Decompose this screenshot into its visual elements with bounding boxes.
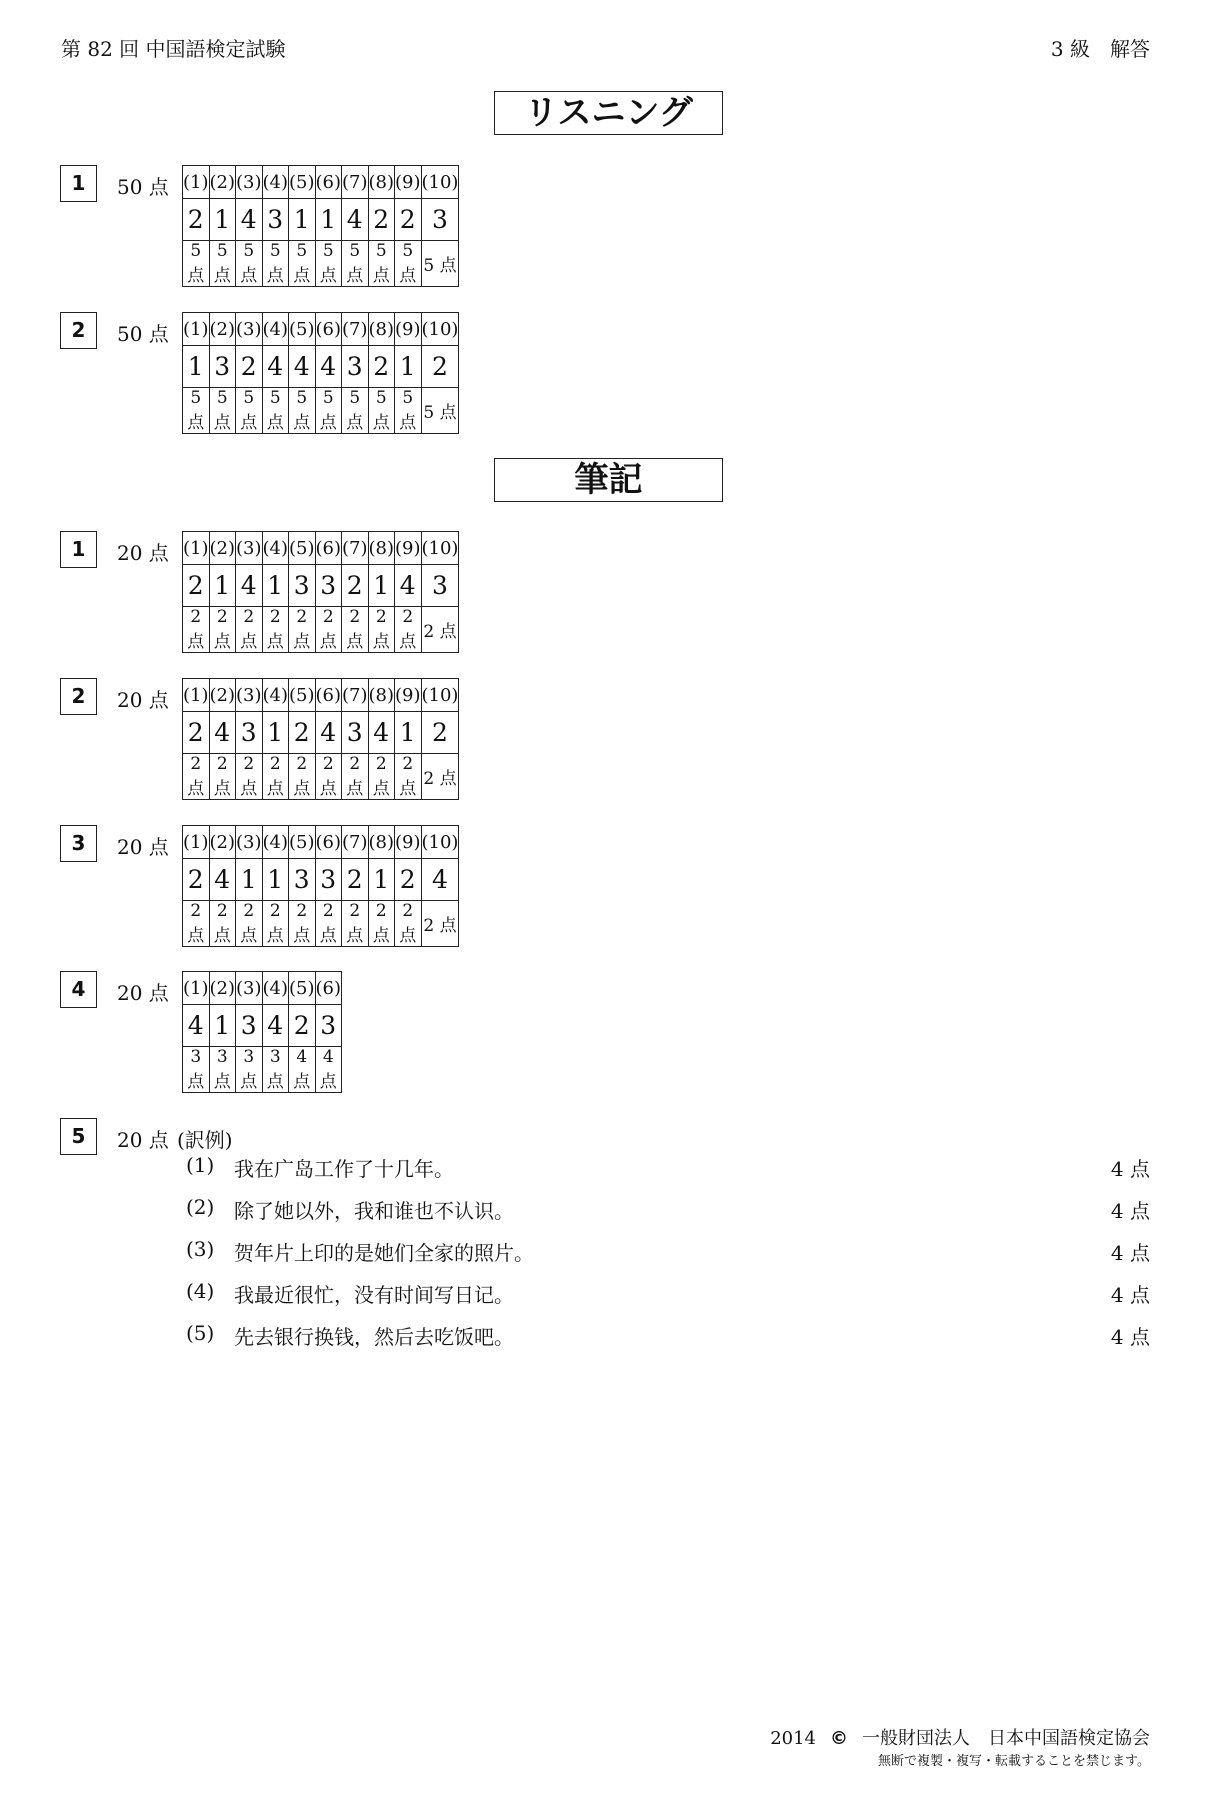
item-label: (5) (289, 679, 316, 712)
footer-year: 2014 (770, 1728, 816, 1749)
answer-cell: 2 (236, 346, 263, 388)
answer-cell: 4 (209, 712, 236, 754)
item-label: (4) (262, 313, 289, 346)
translation-item-text: 我在广岛工作了十几年。 (234, 1157, 454, 1181)
translation-item-number: (4) (186, 1279, 215, 1303)
answer-cell: 1 (262, 565, 289, 607)
answer-cell: 4 (236, 565, 263, 607)
points-cell: 5 点 (342, 241, 369, 287)
answer-cell: 3 (236, 1005, 263, 1047)
points-row (183, 388, 459, 434)
answer-table (182, 971, 342, 1093)
points-cell: 2 点 (262, 901, 289, 947)
points-cell: 4 点 (289, 1047, 316, 1093)
answer-cell: 2 (289, 712, 316, 754)
item-label: (5) (289, 166, 316, 199)
answer-cell: 3 (315, 1005, 342, 1047)
item-label: (3) (236, 166, 263, 199)
item-label: (2) (209, 679, 236, 712)
item-label: (1) (183, 166, 210, 199)
label-row (183, 972, 342, 1005)
points-cell: 5 点 (395, 388, 422, 434)
points-row (183, 607, 459, 653)
points-cell: 2 点 (289, 754, 316, 800)
item-label: (1) (183, 826, 210, 859)
item-label: (6) (315, 532, 342, 565)
item-label: (9) (395, 532, 422, 565)
item-label: (9) (395, 679, 422, 712)
points-cell: 5 点 (262, 388, 289, 434)
answer-cell: 3 (315, 565, 342, 607)
points-cell: 2 点 (421, 901, 459, 947)
answer-cell: 3 (421, 199, 459, 241)
translation-item (186, 1153, 1150, 1183)
item-label: (4) (262, 532, 289, 565)
question-points: 20 点 (117, 541, 169, 565)
points-cell: 5 点 (209, 241, 236, 287)
answer-cell: 2 (342, 859, 369, 901)
item-label: (3) (236, 826, 263, 859)
points-cell: 2 点 (262, 607, 289, 653)
answer-cell: 4 (315, 346, 342, 388)
points-cell: 2 点 (262, 754, 289, 800)
points-cell: 5 点 (368, 241, 395, 287)
translation-item-points: 4 点 (1110, 1283, 1150, 1307)
points-cell: 4 点 (315, 1047, 342, 1093)
translation-item-number: (5) (186, 1321, 215, 1345)
item-label: (9) (395, 313, 422, 346)
footer-copyright (770, 1724, 1150, 1750)
points-cell: 2 点 (421, 754, 459, 800)
item-label: (3) (236, 532, 263, 565)
footer-organization: 一般財団法人 日本中国語検定協会 (862, 1728, 1150, 1749)
points-cell: 2 点 (236, 901, 263, 947)
item-label: (10) (421, 679, 459, 712)
points-cell: 2 点 (315, 901, 342, 947)
answer-cell: 3 (342, 346, 369, 388)
item-label: (6) (315, 679, 342, 712)
item-label: (1) (183, 313, 210, 346)
item-label: (5) (289, 532, 316, 565)
question-points: 50 点 (117, 322, 169, 346)
answer-row (183, 199, 459, 241)
question-points: 20 点 (117, 688, 169, 712)
question-points: 20 点 (117, 835, 169, 859)
item-label: (1) (183, 972, 210, 1005)
answer-row (183, 712, 459, 754)
item-label: (6) (315, 166, 342, 199)
answer-cell: 2 (395, 859, 422, 901)
header-exam-title: 第 82 回 中国語検定試験 (61, 37, 286, 61)
points-cell: 2 点 (315, 607, 342, 653)
points-cell: 5 点 (183, 241, 210, 287)
item-label: (3) (236, 313, 263, 346)
item-label: (10) (421, 166, 459, 199)
item-label: (2) (209, 972, 236, 1005)
points-cell: 2 点 (395, 607, 422, 653)
answer-cell: 1 (368, 565, 395, 607)
answer-cell: 4 (183, 1005, 210, 1047)
question-points: 50 点 (117, 175, 169, 199)
answer-cell: 4 (209, 859, 236, 901)
points-cell: 5 点 (262, 241, 289, 287)
answer-cell: 3 (421, 565, 459, 607)
item-label: (6) (315, 826, 342, 859)
answer-cell: 3 (289, 565, 316, 607)
copyright-icon: © (830, 1728, 848, 1749)
points-cell: 2 点 (342, 901, 369, 947)
answer-cell: 2 (368, 346, 395, 388)
translation-item-points: 4 点 (1110, 1157, 1150, 1181)
answer-cell: 3 (262, 199, 289, 241)
points-cell: 2 点 (236, 754, 263, 800)
answer-cell: 4 (262, 1005, 289, 1047)
answer-cell: 1 (183, 346, 210, 388)
points-cell: 2 点 (395, 754, 422, 800)
item-label: (5) (289, 972, 316, 1005)
points-cell: 2 点 (209, 901, 236, 947)
answer-cell: 2 (342, 565, 369, 607)
answer-row (183, 859, 459, 901)
item-label: (8) (368, 679, 395, 712)
item-label: (6) (315, 972, 342, 1005)
item-label: (10) (421, 826, 459, 859)
item-label: (7) (342, 532, 369, 565)
points-cell: 3 点 (183, 1047, 210, 1093)
label-row (183, 166, 459, 199)
answer-cell: 1 (262, 859, 289, 901)
points-row (183, 1047, 342, 1093)
translation-item-number: (1) (186, 1153, 215, 1177)
translation-item-text: 先去银行换钱，然后去吃饭吧。 (234, 1325, 514, 1349)
answer-cell: 2 (421, 346, 459, 388)
translation-item (186, 1195, 1150, 1225)
answer-cell: 1 (395, 346, 422, 388)
points-cell: 2 点 (183, 901, 210, 947)
points-cell: 5 点 (236, 388, 263, 434)
points-cell: 5 点 (209, 388, 236, 434)
item-label: (7) (342, 313, 369, 346)
answer-cell: 2 (183, 712, 210, 754)
points-cell: 5 点 (315, 388, 342, 434)
item-label: (5) (289, 826, 316, 859)
translation-item-number: (2) (186, 1195, 215, 1219)
answer-cell: 4 (395, 565, 422, 607)
question-number-box: 1 (60, 165, 97, 202)
answer-cell: 2 (183, 565, 210, 607)
answer-cell: 1 (262, 712, 289, 754)
item-label: (8) (368, 532, 395, 565)
item-label: (9) (395, 826, 422, 859)
label-row (183, 532, 459, 565)
answer-cell: 1 (315, 199, 342, 241)
item-label: (8) (368, 313, 395, 346)
points-cell: 3 点 (209, 1047, 236, 1093)
points-cell: 5 点 (315, 241, 342, 287)
points-cell: 2 点 (368, 901, 395, 947)
answer-table (182, 531, 459, 653)
item-label: (5) (289, 313, 316, 346)
points-cell: 2 点 (183, 754, 210, 800)
answer-cell: 1 (209, 565, 236, 607)
answer-table (182, 825, 459, 947)
item-label: (2) (209, 313, 236, 346)
translation-item (186, 1279, 1150, 1309)
section-title-listening: リスニング (494, 91, 723, 135)
points-cell: 2 点 (289, 607, 316, 653)
item-label: (1) (183, 679, 210, 712)
points-cell: 2 点 (209, 754, 236, 800)
translation-item-points: 4 点 (1110, 1241, 1150, 1265)
label-row (183, 313, 459, 346)
answer-cell: 2 (421, 712, 459, 754)
item-label: (2) (209, 166, 236, 199)
answer-row (183, 346, 459, 388)
answer-cell: 4 (236, 199, 263, 241)
answer-cell: 4 (315, 712, 342, 754)
header-grade-answers: 3 級 解答 (1050, 37, 1150, 61)
item-label: (2) (209, 826, 236, 859)
points-row (183, 241, 459, 287)
answer-cell: 3 (209, 346, 236, 388)
answer-cell: 3 (289, 859, 316, 901)
answer-table (182, 312, 459, 434)
question-number-box: 2 (60, 312, 97, 349)
item-label: (7) (342, 679, 369, 712)
footer-notice: 無断で複製・複写・転載することを禁じます。 (878, 1754, 1150, 1769)
points-cell: 5 点 (421, 388, 459, 434)
question-number-box: 1 (60, 531, 97, 568)
answer-cell: 1 (236, 859, 263, 901)
item-label: (4) (262, 166, 289, 199)
answer-cell: 2 (395, 199, 422, 241)
item-label: (4) (262, 826, 289, 859)
points-cell: 2 点 (183, 607, 210, 653)
translation-item-number: (3) (186, 1237, 215, 1261)
item-label: (1) (183, 532, 210, 565)
answer-cell: 2 (289, 1005, 316, 1047)
item-label: (9) (395, 166, 422, 199)
answer-table (182, 678, 459, 800)
points-cell: 2 点 (342, 754, 369, 800)
label-row (183, 826, 459, 859)
points-cell: 2 点 (289, 901, 316, 947)
answer-cell: 4 (289, 346, 316, 388)
item-label: (2) (209, 532, 236, 565)
translation-item-points: 4 点 (1110, 1325, 1150, 1349)
points-cell: 2 点 (395, 901, 422, 947)
points-row (183, 754, 459, 800)
translation-item-text: 贺年片上印的是她们全家的照片。 (234, 1241, 534, 1265)
question-number-box: 3 (60, 825, 97, 862)
points-cell: 5 点 (421, 241, 459, 287)
translation-item-points: 4 点 (1110, 1199, 1150, 1223)
item-label: (7) (342, 826, 369, 859)
answer-cell: 4 (368, 712, 395, 754)
translation-item-text: 除了她以外，我和谁也不认识。 (234, 1199, 514, 1223)
answer-cell: 4 (421, 859, 459, 901)
points-cell: 3 点 (236, 1047, 263, 1093)
points-cell: 5 点 (368, 388, 395, 434)
answer-table (182, 165, 459, 287)
points-cell: 2 点 (315, 754, 342, 800)
item-label: (6) (315, 313, 342, 346)
points-cell: 2 点 (342, 607, 369, 653)
points-cell: 2 点 (209, 607, 236, 653)
item-label: (8) (368, 166, 395, 199)
answer-cell: 2 (368, 199, 395, 241)
item-label: (8) (368, 826, 395, 859)
translation-item (186, 1237, 1150, 1267)
item-label: (3) (236, 972, 263, 1005)
item-label: (10) (421, 532, 459, 565)
points-cell: 2 点 (236, 607, 263, 653)
answer-cell: 3 (342, 712, 369, 754)
item-label: (4) (262, 679, 289, 712)
answer-cell: 4 (262, 346, 289, 388)
points-cell: 2 点 (421, 607, 459, 653)
answer-cell: 3 (315, 859, 342, 901)
answer-cell: 3 (236, 712, 263, 754)
points-cell: 3 点 (262, 1047, 289, 1093)
question-number-box: 2 (60, 678, 97, 715)
points-cell: 5 点 (289, 388, 316, 434)
answer-cell: 1 (209, 199, 236, 241)
answer-cell: 1 (209, 1005, 236, 1047)
points-cell: 5 点 (395, 241, 422, 287)
points-row (183, 901, 459, 947)
answer-row (183, 565, 459, 607)
points-cell: 2 点 (368, 754, 395, 800)
answer-row (183, 1005, 342, 1047)
answer-cell: 2 (183, 199, 210, 241)
section-title-written: 筆記 (494, 458, 723, 502)
question-points: 20 点 (117, 981, 169, 1005)
answer-cell: 1 (289, 199, 316, 241)
question-number-box: 4 (60, 971, 97, 1008)
question-points: 20 点 (117, 1128, 169, 1152)
points-cell: 2 点 (368, 607, 395, 653)
item-label: (3) (236, 679, 263, 712)
points-cell: 5 点 (183, 388, 210, 434)
answer-cell: 2 (183, 859, 210, 901)
answer-cell: 1 (395, 712, 422, 754)
question-number-box: 5 (60, 1118, 97, 1155)
label-row (183, 679, 459, 712)
translation-item-text: 我最近很忙，没有时间写日记。 (234, 1283, 514, 1307)
points-cell: 5 点 (289, 241, 316, 287)
answer-cell: 4 (342, 199, 369, 241)
translation-item (186, 1321, 1150, 1351)
points-cell: 5 点 (342, 388, 369, 434)
item-label: (10) (421, 313, 459, 346)
translation-example-note: (訳例) (177, 1128, 233, 1152)
points-cell: 5 点 (236, 241, 263, 287)
item-label: (7) (342, 166, 369, 199)
answer-cell: 1 (368, 859, 395, 901)
item-label: (4) (262, 972, 289, 1005)
